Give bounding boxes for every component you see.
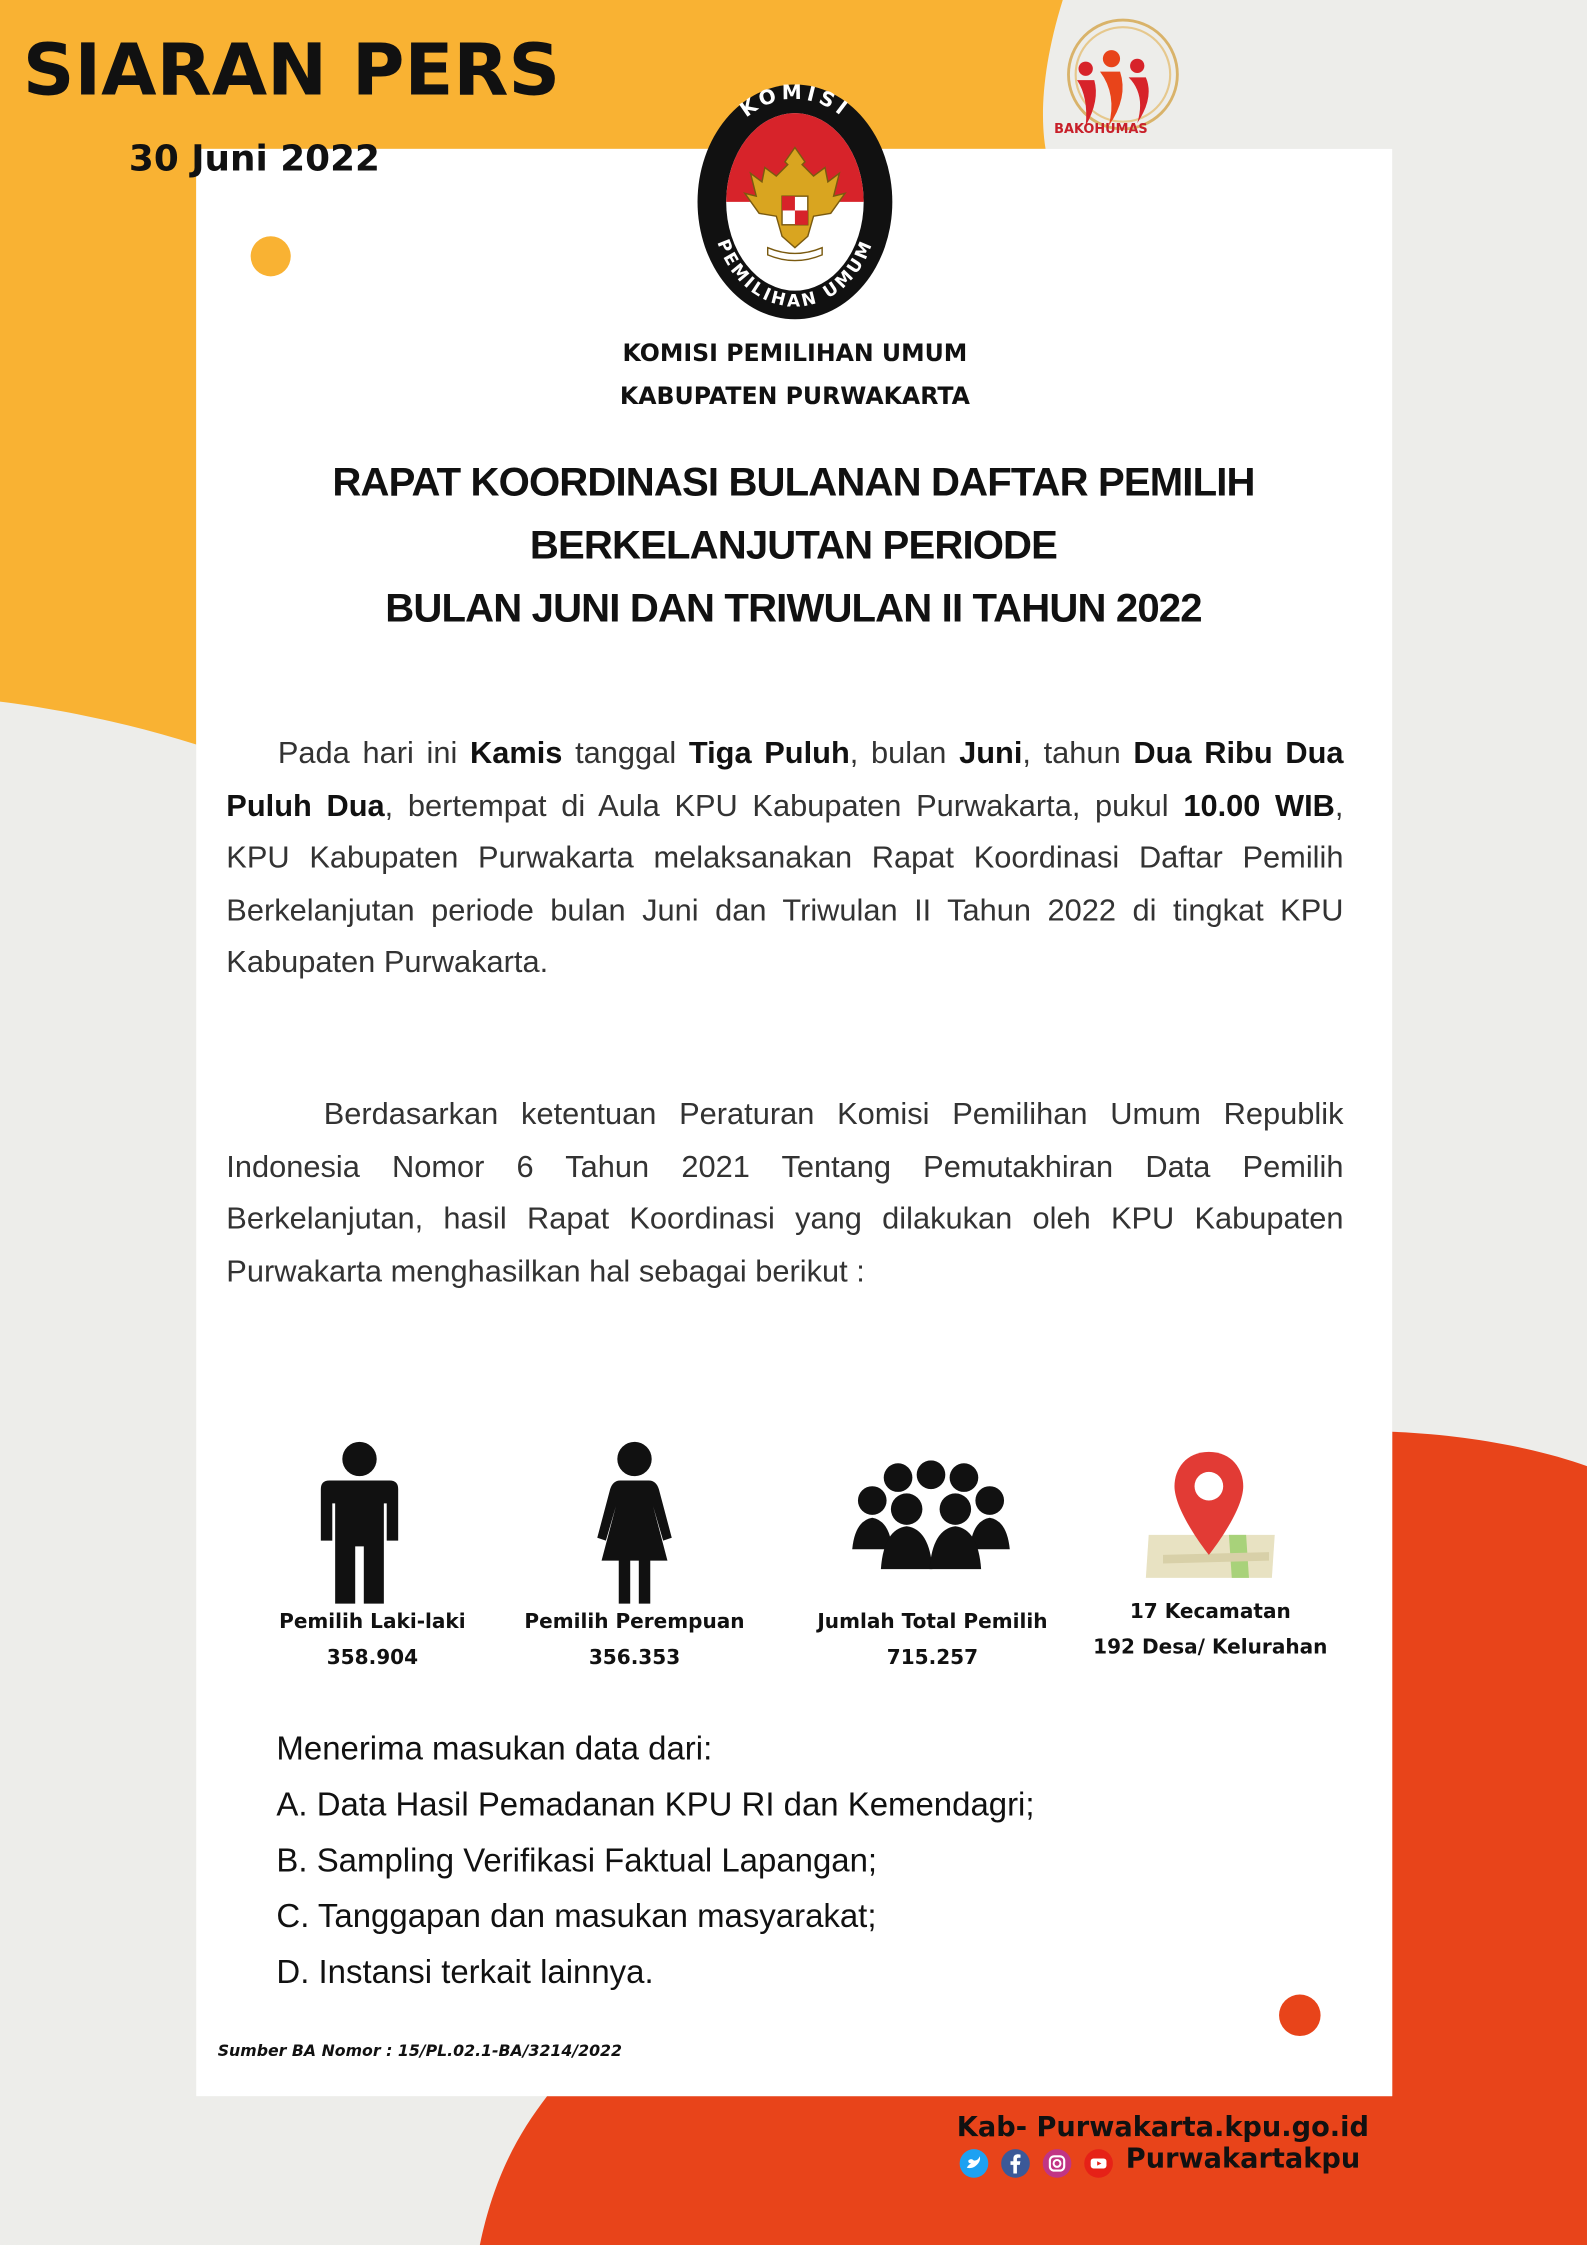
svg-text:KOMISI xyxy=(735,82,855,122)
stat-female-voters xyxy=(498,1605,770,1677)
p1-text-3: , bulan xyxy=(849,735,960,771)
logo-top-text: KOMISI xyxy=(735,81,856,122)
headline-line-2: BERKELANJUTAN PERIODE xyxy=(529,522,1058,567)
people-group-icon xyxy=(849,1460,1012,1569)
list-item: B. Sampling Verifikasi Faktual Lapangan; xyxy=(276,1841,878,1879)
organization-name xyxy=(487,332,1103,418)
facebook-icon[interactable] xyxy=(1001,2149,1030,2178)
p1-time: 10.00 WIB xyxy=(1183,788,1335,823)
p1-text-1: Pada hari ini xyxy=(277,735,470,771)
source-note: Sumber BA Nomor : 15/PL.02.1-BA/3214/2022 xyxy=(217,2041,622,2061)
release-date: 30 Juni 2022 xyxy=(128,137,380,179)
stat-districts xyxy=(1074,1595,1346,1667)
p1-text-2: tanggal xyxy=(562,735,689,771)
p1-year: Dua Ribu Dua Puluh Dua xyxy=(226,735,1344,823)
stat-value: 715.257 xyxy=(886,1646,979,1670)
organization-line-1: KOMISI PEMILIHAN UMUM xyxy=(622,339,968,367)
list-item: C. Tanggapan dan masukan masyarakat; xyxy=(276,1897,877,1935)
stat-label: 17 Kecamatan xyxy=(1129,1600,1291,1624)
p1-text-4: , tahun xyxy=(1022,735,1134,771)
social-handle[interactable]: Purwakartakpu xyxy=(1125,2143,1361,2175)
headline-line-1: RAPAT KOORDINASI BULANAN DAFTAR PEMILIH xyxy=(332,459,1255,504)
stat-label: Pemilih Laki-laki xyxy=(279,1610,466,1634)
stat-value: 358.904 xyxy=(326,1646,419,1670)
bakohumas-logo xyxy=(1046,11,1189,148)
p1-date: Tiga Puluh xyxy=(688,735,850,771)
stat-total-voters xyxy=(796,1605,1068,1677)
headline xyxy=(201,451,1387,640)
stat-male-voters xyxy=(236,1605,508,1677)
list-item: D. Instansi terkait lainnya. xyxy=(276,1952,654,1991)
stat-value: 356.353 xyxy=(588,1646,681,1670)
instagram-icon[interactable] xyxy=(1043,2149,1072,2178)
male-person-icon xyxy=(318,1440,401,1605)
body-paragraph-2: Berdasarkan ketentuan Peraturan Komisi Pemilihan Umum Republik Indonesia Nomor 6 Tahun 2021 Tentang Pemutakhiran Data Pemilih Berkelanjutan, hasil Rapat Koordinasi yang dilakukan oleh KPU Kabupaten Purwakarta menghasilkan hal sebagai berikut : xyxy=(226,1096,1344,1288)
list-item: A. Data Hasil Pemadanan KPU RI dan Kemendagri; xyxy=(276,1785,1035,1823)
p1-text-6: , KPU Kabupaten Purwakarta melaksanakan Rapat Koordinasi Daftar Pemilih Berkelanjutan periode bulan Juni dan Triwulan II Tahun 2022 di tingkat KPU Kabupaten Purwakarta. xyxy=(226,788,1344,980)
p1-day: Kamis xyxy=(469,735,563,771)
website-link[interactable]: Kab- Purwakarta.kpu.go.id xyxy=(956,2111,1369,2144)
p1-text-5: , bertempat di Aula KPU Kabupaten Purwakarta, pukul xyxy=(384,788,1184,823)
kpu-logo xyxy=(693,82,896,323)
data-inputs-list xyxy=(276,1721,1307,2000)
female-person-icon xyxy=(596,1440,673,1605)
logo-bottom-text: PEMILIHAN UMUM xyxy=(712,236,878,312)
stat-label: Jumlah Total Pemilih xyxy=(817,1610,1048,1634)
bakohumas-label: BAKOHUMAS xyxy=(1054,123,1148,138)
stat-value: 192 Desa/ Kelurahan xyxy=(1093,1636,1328,1660)
youtube-icon[interactable] xyxy=(1084,2149,1113,2178)
twitter-icon[interactable] xyxy=(960,2149,989,2178)
orange-dot xyxy=(1279,1994,1321,2036)
organization-line-2: KABUPATEN PURWAKARTA xyxy=(619,382,970,410)
map-pin-icon xyxy=(1143,1449,1281,1581)
data-inputs-heading: Menerima masukan data dari: xyxy=(276,1729,713,1767)
stat-label: Pemilih Perempuan xyxy=(524,1610,745,1634)
yellow-dot xyxy=(251,236,291,276)
headline-line-3: BULAN JUNI DAN TRIWULAN II TAHUN 2022 xyxy=(385,585,1202,630)
press-release-title: SIARAN PERS xyxy=(22,28,561,112)
p1-month: Juni xyxy=(959,735,1023,771)
body-paragraph-1 xyxy=(226,727,1343,988)
svg-text:PEMILIHAN UMUM xyxy=(712,236,877,311)
